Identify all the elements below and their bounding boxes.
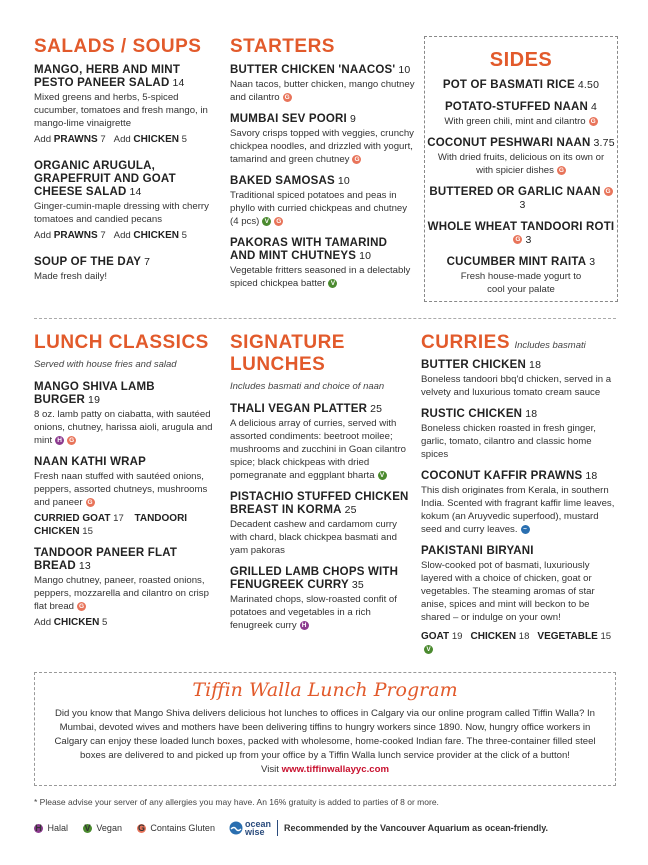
item-price: 9 [349, 113, 356, 125]
visit-label: Visit [261, 764, 279, 775]
menu-item [425, 221, 617, 247]
item-price: 25 [370, 403, 383, 415]
curries-section [421, 332, 616, 665]
item-price: 14 [172, 77, 185, 89]
menu-item [34, 381, 214, 447]
curries-title: CURRIES [421, 332, 511, 353]
item-name: COCONUT KAFFIR PRAWNS [421, 470, 583, 482]
item-desc: Decadent cashew and cardamom curry with chard, black chickpea basmati and yam pakoras [230, 519, 397, 556]
option-price: 19 [451, 631, 463, 642]
starters-title: STARTERS [230, 36, 335, 57]
gluten-icon: G [276, 217, 282, 225]
legend-label: Halal [47, 823, 68, 833]
item-desc: Mango chutney, paneer, roasted onions, peppers, mozzarella and cilantro on crisp flat bread [34, 575, 209, 612]
ocean-wise-icon [229, 821, 243, 835]
item-desc: Slow-cooked pot of basmati, luxuriously layered with a choice of chicken, goat or vegetables. The steaming aromas of star anise, spices and mint will beckon to be shared – or indulge on your own! [421, 560, 595, 623]
halal-icon: H [35, 822, 42, 833]
add-price: 7 [100, 134, 106, 145]
item-price: 10 [359, 250, 372, 262]
item-name: GRILLED LAMB CHOPS WITH FENUGREEK CURRY [230, 566, 399, 591]
item-desc: This dish originates from Kerala, in southern India. Scented with fragrant kaffir lime leaves, kokum (an Aruyvedic superfood), mustard seed and curry leaves. [421, 485, 615, 535]
item-price: 4.50 [577, 79, 600, 91]
gluten-icon: G [354, 155, 360, 163]
item-name: THALI VEGAN PLATTER [230, 403, 368, 415]
lunch-subtitle: Served with house fries and salad [34, 359, 177, 370]
wise-logo-word: wise [244, 827, 265, 837]
gluten-icon: G [515, 236, 521, 244]
add-item: PRAWNS [53, 134, 98, 145]
item-desc: With green chili, mint and cilantro [444, 116, 586, 127]
add-on-row [34, 133, 214, 146]
item-desc: Fresh naan stuffed with sautéed onions, peppers, assorted chutneys, mushrooms and paneer [34, 471, 208, 508]
vegan-icon: V [328, 279, 337, 288]
item-name: MANGO, HERB AND MINT PESTO PANEER SALAD [34, 64, 181, 89]
item-desc: Fresh house-made yogurt to cool your palate [460, 271, 582, 295]
vegan-icon: V [262, 217, 271, 226]
item-desc: Savory crisps topped with veggies, crunchy chickpea noodles, and drizzled with yogurt, tamarind and green chutney [230, 128, 414, 165]
tiffin-body: Did you know that Mango Shiva delivers delicious hot lunches to offices in Calgary via our online program called Tiffin Walla? In Mumbai, devoted wives and mothers have been delivering tiffins to hungry workers since 1890. Now, hungry office workers in Calgary can enjoy these loaded lunch boxes, packed with wholesome, home-cooked Indian fare. The three-container filled steel boxes are delivered to and picked up from your office by a Tiffin Walla lunch service provider at the click of a button! [54, 708, 596, 761]
item-price: 7 [144, 256, 151, 268]
item-price: 3 [589, 256, 596, 268]
gluten-icon: G [87, 498, 93, 506]
item-desc: Vegetable fritters seasoned in a delectably spiced chickpea batter [230, 265, 411, 289]
section-divider [34, 318, 616, 319]
halal-icon: H [300, 621, 309, 630]
item-price: 18 [525, 408, 538, 420]
menu-item [230, 64, 415, 104]
curries-subtitle: Includes basmati [514, 340, 586, 351]
signature-title: SIGNATURE LUNCHES [230, 332, 345, 375]
menu-item [425, 101, 617, 128]
menu-item [425, 79, 617, 92]
item-name: BUTTER CHICKEN [421, 359, 527, 371]
gluten-icon: G [605, 188, 611, 196]
menu-item [421, 408, 616, 461]
item-desc: Marinated chops, slow-roasted confit of potatoes and vegetables in a rich fenugreek curry [230, 594, 397, 631]
salads-section [34, 36, 214, 292]
legend-label: Vegan [96, 823, 122, 833]
item-name: BAKED SAMOSAS [230, 175, 335, 187]
menu-item [34, 256, 214, 283]
item-price: 3 [525, 234, 532, 246]
menu-item [421, 359, 616, 399]
menu-item [34, 160, 214, 242]
menu-item [421, 545, 616, 656]
menu-item [425, 186, 617, 212]
footer-legend [34, 819, 614, 837]
item-name: POT OF BASMATI RICE [442, 79, 575, 91]
option-price: 18 [518, 631, 530, 642]
gluten-icon: G [137, 822, 145, 833]
item-desc: A delicious array of curries, served with assorted condiments: beetroot moilee; mushrooms and zucchini in Goan cilantro spice; black chickpeas with dried pomegranate and eggplant bharta [230, 418, 406, 481]
menu-item [230, 403, 415, 482]
option-item: GOAT [421, 631, 450, 642]
add-price: 5 [181, 230, 187, 241]
ocean-wise-text: Recommended by the Vancouver Aquarium as ocean-friendly. [283, 823, 549, 833]
menu-item [34, 456, 214, 538]
add-item: CHICKEN [53, 617, 100, 628]
item-name: BUTTER CHICKEN 'NAACOS' [230, 64, 396, 76]
item-name: RUSTIC CHICKEN [421, 408, 523, 420]
option-price: 15 [600, 631, 612, 642]
vegan-icon: V [378, 471, 387, 480]
gluten-icon: G [590, 117, 596, 125]
item-price: 14 [129, 186, 142, 198]
add-item: PRAWNS [53, 230, 98, 241]
item-name: MANGO SHIVA LAMB BURGER [34, 381, 155, 406]
menu-item [230, 113, 415, 166]
item-price: 19 [88, 394, 101, 406]
item-price: 4 [591, 101, 598, 113]
item-name: WHOLE WHEAT TANDOORI ROTI [427, 221, 615, 233]
menu-item [230, 237, 415, 290]
item-name: SOUP OF THE DAY [34, 256, 142, 268]
item-desc: With dried fruits, delicious on its own or with spicier dishes [437, 152, 605, 176]
item-price: 18 [585, 470, 598, 482]
ocean-wise-icon: ~ [521, 525, 530, 534]
item-name: PAKISTANI BIRYANI [421, 545, 534, 557]
item-desc: Mixed greens and herbs, 5-spiced cucumber, tomatoes and fresh mango, in mango-lime vinaigrette [34, 92, 208, 129]
option-item: CURRIED GOAT [34, 513, 111, 524]
lunch-section [34, 332, 214, 638]
add-label: Add [34, 134, 52, 145]
option-row [421, 630, 616, 656]
menu-item [230, 175, 415, 228]
vegan-icon: V [424, 645, 433, 654]
ocean-wise-logo [229, 820, 271, 836]
item-name: TANDOOR PANEER FLAT BREAD [34, 547, 178, 572]
menu-item [425, 256, 617, 296]
add-price: 5 [181, 134, 187, 145]
ocean-logo-word: ocean [244, 819, 271, 829]
tiffin-title: Tiffin Walla Lunch Program [192, 679, 458, 701]
item-name: PAKORAS WITH TAMARIND AND MINT CHUTNEYS [230, 237, 388, 262]
add-price: 5 [101, 617, 108, 628]
vegan-icon: V [84, 822, 91, 833]
item-name: ORGANIC ARUGULA, GRAPEFRUIT AND GOAT CHEESE SALAD [34, 160, 176, 198]
option-price: 15 [82, 526, 93, 537]
add-on-row [34, 616, 214, 629]
item-name: COCONUT PESHWARI NAAN [427, 137, 591, 149]
item-price: 18 [529, 359, 542, 371]
menu-item [425, 137, 617, 177]
gluten-icon: G [78, 602, 85, 610]
add-label: Add [34, 230, 52, 241]
add-label: Add [113, 134, 131, 145]
item-desc: Naan tacos, butter chicken, mango chutney and cilantro [230, 79, 415, 103]
sides-box [424, 36, 618, 302]
menu-item [34, 547, 214, 629]
menu-item [230, 491, 415, 557]
signature-subtitle: Includes basmati and choice of naan [230, 381, 385, 392]
allergy-note: * Please advise your server of any allergies you may have. An 16% gratuity is added to parties of 8 or more. [34, 797, 439, 807]
menu-item [34, 64, 214, 146]
option-item: VEGETABLE [537, 631, 598, 642]
item-price: 3 [519, 199, 526, 211]
item-desc: Ginger-cumin-maple dressing with cherry tomatoes and candied pecans [34, 201, 209, 225]
signature-section [230, 332, 415, 641]
add-item: CHICKEN [133, 230, 179, 241]
item-desc: Boneless tandoori bbq'd chicken, served in a velvety and luxurious tomato cream sauce [421, 374, 612, 398]
tiffin-link[interactable]: www.tiffinwallayyc.com [281, 764, 389, 775]
tiffin-program-box [34, 672, 616, 786]
item-desc: Boneless chicken roasted in fresh ginger, garlic, tomato, cilantro and classic home spices [421, 423, 596, 460]
item-name: NAAN KATHI WRAP [34, 456, 147, 468]
legend-label: Contains Gluten [150, 823, 215, 833]
logo-separator [277, 820, 278, 836]
gluten-icon: G [558, 166, 564, 174]
sides-title: SIDES [489, 49, 553, 71]
item-name: BUTTERED OR GARLIC NAAN [429, 186, 601, 198]
add-price: 7 [100, 230, 106, 241]
item-price: 3.75 [593, 137, 615, 149]
menu-item [421, 470, 616, 536]
item-price: 35 [351, 579, 364, 591]
item-price: 25 [344, 504, 357, 516]
item-name: PISTACHIO STUFFED CHICKEN BREAST IN KORMA [230, 491, 409, 516]
item-price: 10 [337, 175, 350, 187]
add-item: CHICKEN [133, 134, 179, 145]
item-desc: 8 oz. lamb patty on ciabatta, with sautéed onions, chutney, harissa aioli, arugula and mint [34, 409, 213, 446]
gluten-icon: G [69, 436, 75, 444]
option-item: TANDOORI CHICKEN [34, 513, 188, 537]
starters-section [230, 36, 415, 299]
option-item: CHICKEN [470, 631, 517, 642]
item-desc: Made fresh daily! [34, 271, 108, 282]
add-label: Add [113, 230, 131, 241]
item-name: MUMBAI SEV POORI [230, 113, 347, 125]
item-desc: Traditional spiced potatoes and peas in phyllo with curried chickpeas and chutney (4 pcs) [230, 190, 408, 227]
option-row [34, 512, 214, 538]
item-price: 10 [398, 64, 411, 76]
item-price: 13 [78, 560, 91, 572]
halal-icon: H [55, 436, 64, 445]
item-name: CUCUMBER MINT RAITA [446, 256, 587, 268]
option-price: 17 [113, 513, 124, 524]
item-name: POTATO-STUFFED NAAN [444, 101, 589, 113]
salads-title: SALADS / SOUPS [34, 36, 202, 57]
lunch-title: LUNCH CLASSICS [34, 332, 209, 353]
gluten-icon: G [284, 93, 290, 101]
menu-item [230, 566, 415, 632]
add-on-row [34, 229, 214, 242]
add-label: Add [34, 617, 52, 628]
